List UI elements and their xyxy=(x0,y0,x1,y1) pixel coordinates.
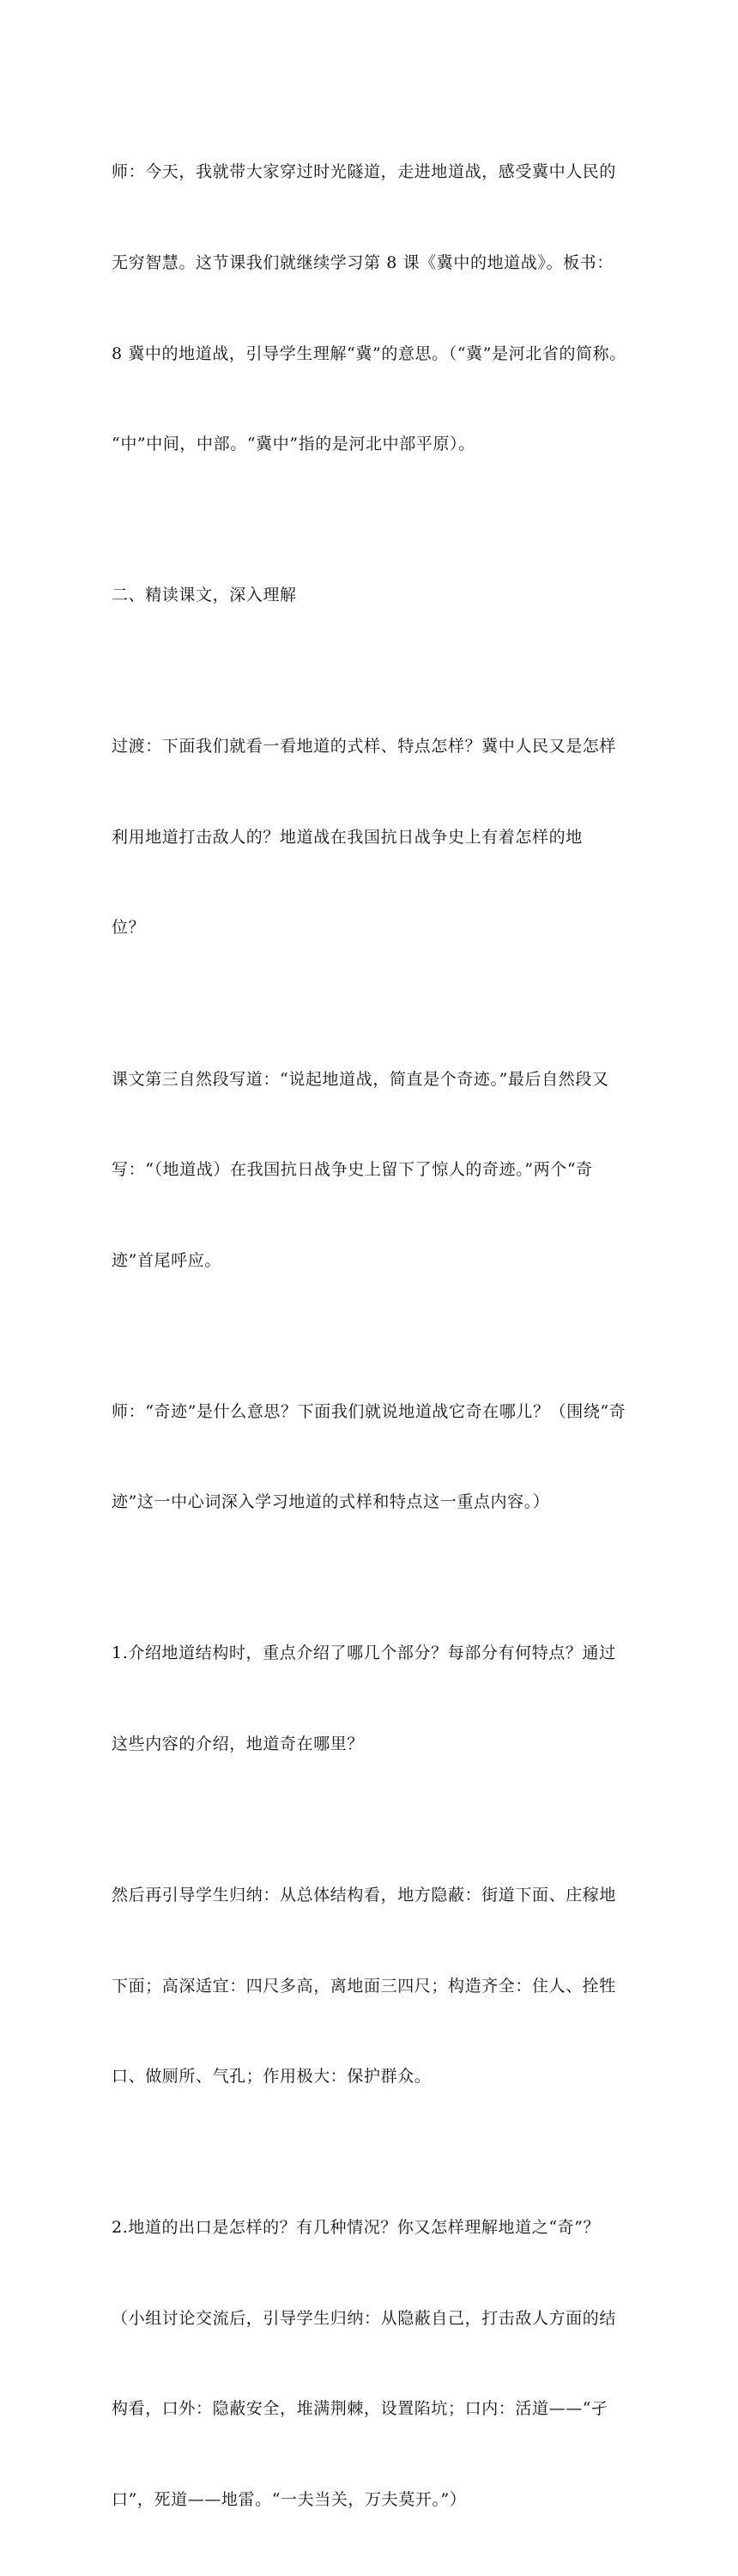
document-body xyxy=(112,97,632,2576)
paragraph-text-quote xyxy=(112,1004,632,1336)
text-line: 迹”首尾呼应。 xyxy=(112,1250,221,1270)
paragraph-transition xyxy=(112,671,632,1004)
text-line: 8 冀中的地道战，引导学生理解“冀”的意思。（“冀”是河北省的简称。 xyxy=(112,343,626,363)
text-line: 迹”这一中心词深入学习地道的式样和特点这一重点内容。） xyxy=(112,1492,550,1512)
text-line: 这些内容的介绍，地道奇在哪里？ xyxy=(112,1734,365,1753)
paragraph-miracle-question xyxy=(112,1336,632,1578)
text-line: 然后再引导学生归纳：从总体结构看，地方隐蔽：街道下面、庄稼地 xyxy=(112,1885,617,1905)
text-line: 课文第三自然段写道：“说起地道战，简直是个奇迹。”最后自然段又 xyxy=(112,1069,609,1089)
heading-text: 二、精读课文，深入理解 xyxy=(112,586,297,605)
text-line: 过渡：下面我们就看一看地道的式样、特点怎样？冀中人民又是怎样 xyxy=(112,737,617,756)
paragraph-teacher-intro xyxy=(112,97,632,520)
section-heading xyxy=(112,520,632,671)
text-line: 口、做厕所、气孔；作用极大：保护群众。 xyxy=(112,2067,432,2087)
text-line: 无穷智慧。这节课我们就继续学习第 8 课《冀中的地道战》。板书： xyxy=(112,253,614,273)
text-line: 口”，死道——地雷。“一夫当关，万夫莫开。”） xyxy=(112,2490,467,2510)
text-line: 写：“（地道战）在我国抗日战争史上留下了惊人的奇迹。”两个“奇 xyxy=(112,1160,593,1180)
text-line: （小组讨论交流后，引导学生归纳：从隐蔽自己，打击敌人方面的结 xyxy=(112,2308,617,2328)
text-line: 师：今天，我就带大家穿过时光隧道，走进地道战，感受冀中人民的 xyxy=(112,162,617,182)
text-line: 构看，口外：隐蔽安全，堆满荆棘，设置陷坑；口内：活道——“孑 xyxy=(112,2399,608,2419)
text-line: 下面；高深适宜：四尺多高，离地面三四尺；构造齐全：住人、拴牲 xyxy=(112,1976,617,1996)
text-line: 位？ xyxy=(112,918,146,938)
paragraph-summary-1 xyxy=(112,1820,632,2153)
text-line: 利用地道打击敌人的？地道战在我国抗日战争史上有着怎样的地 xyxy=(112,827,583,847)
text-line: “中”中间，中部。“冀中”指的是河北中部平原）。 xyxy=(112,434,475,454)
text-line: 师：“奇迹”是什么意思？下面我们就说地道战它奇在哪儿？（围绕“奇 xyxy=(112,1401,626,1421)
text-line: 2.地道的出口是怎样的？有几种情况？你又怎样理解地道之“奇”？ xyxy=(112,2218,601,2238)
text-line: 1.介绍地道结构时，重点介绍了哪几个部分？每部分有何特点？通过 xyxy=(112,1643,616,1663)
paragraph-question-2 xyxy=(112,2153,632,2576)
paragraph-question-1 xyxy=(112,1578,632,1820)
